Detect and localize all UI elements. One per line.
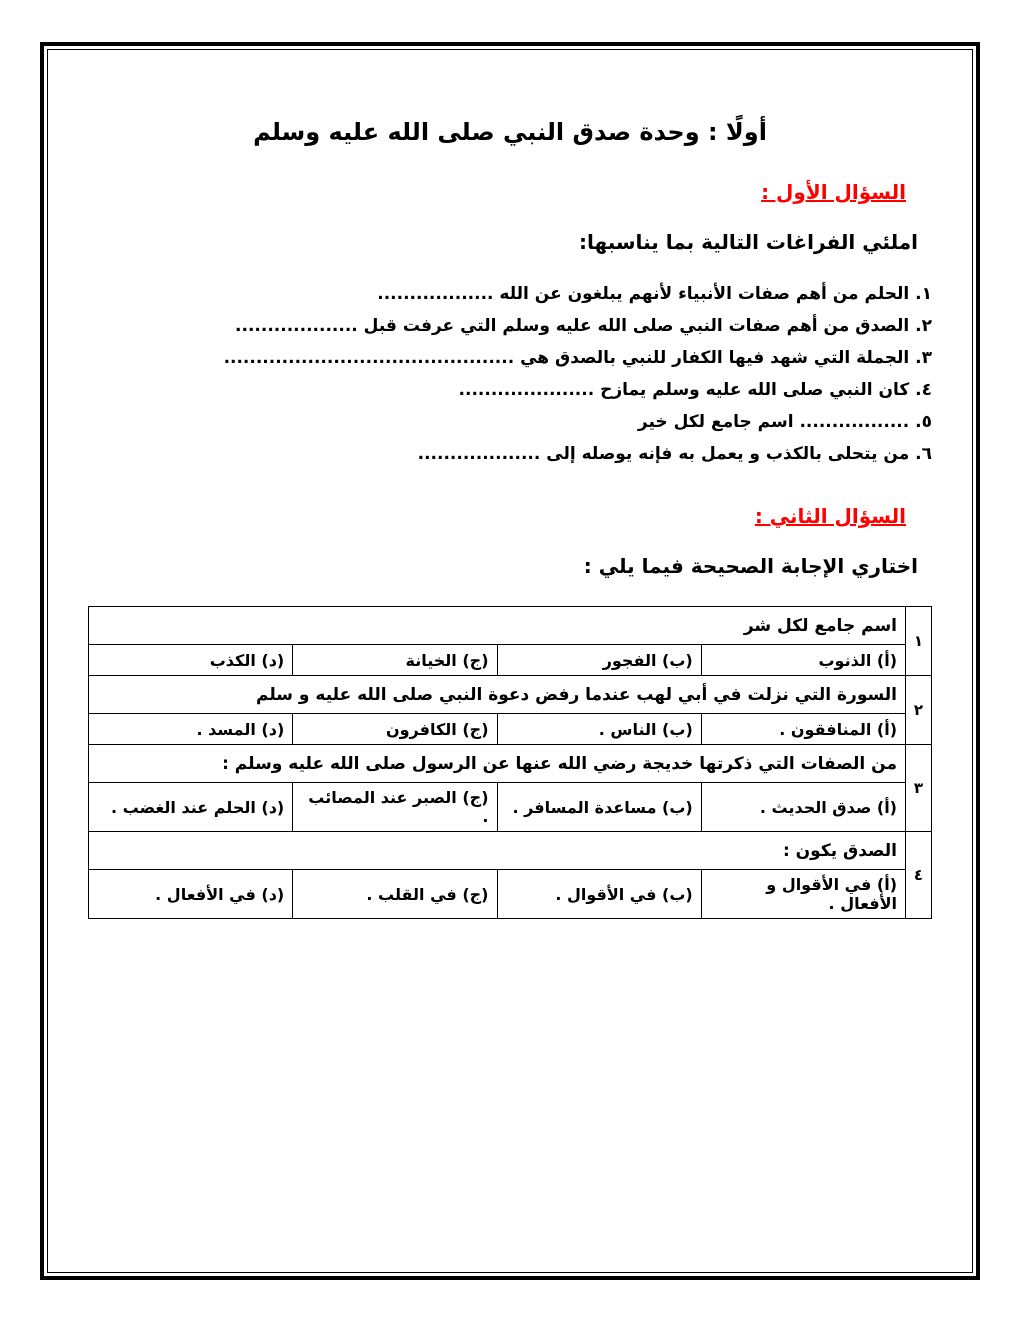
option-b: (ب) الفجور <box>497 645 701 676</box>
page-border-frame <box>40 42 980 1280</box>
option-a: (أ) صدق الحديث . <box>701 783 905 832</box>
option-c: (ج) الخيانة <box>293 645 497 676</box>
question-group-2 <box>89 676 932 745</box>
question-number: ٤ <box>906 832 932 919</box>
mcq-table-wrap <box>88 606 932 919</box>
page-title: أولًا : وحدة صدق النبي صلى الله عليه وسلم <box>253 118 767 146</box>
question-text: اسم جامع لكل شر <box>89 607 906 645</box>
fill-blank-item-2: ٢. الصدق من أهم صفات النبي صلى الله عليه وسلم التي عرفت قبل ................... <box>235 316 932 336</box>
fill-blank-list <box>88 278 932 470</box>
mcq-table <box>88 606 932 919</box>
question-text: من الصفات التي ذكرتها خديجة رضي الله عنها عن الرسول صلى الله عليه وسلم : <box>89 745 906 783</box>
option-d: (د) الحلم عند الغضب . <box>89 783 293 832</box>
question-text: الصدق يكون : <box>89 832 906 870</box>
question-number: ١ <box>906 607 932 676</box>
option-a: (أ) في الأقوال و الأفعال . <box>701 870 905 919</box>
question-group-1 <box>89 607 932 676</box>
question-number: ٢ <box>906 676 932 745</box>
option-c: (ج) الكافرون <box>293 714 497 745</box>
question-number: ٣ <box>906 745 932 832</box>
fill-blank-item-1: ١. الحلم من أهم صفات الأنبياء لأنهم يبلغون عن الله .................. <box>377 284 932 304</box>
section1-instruction: املئي الفراغات التالية بما يناسبها: <box>579 230 918 254</box>
option-d: (د) المسد . <box>89 714 293 745</box>
section2-instruction: اختاري الإجابة الصحيحة فيما يلي : <box>583 554 918 578</box>
question-text: السورة التي نزلت في أبي لهب عندما رفض دعوة النبي صلى الله عليه و سلم <box>89 676 906 714</box>
question-group-3 <box>89 745 932 832</box>
worksheet-page <box>47 49 973 1273</box>
option-b: (ب) الناس . <box>497 714 701 745</box>
fill-blank-item-3: ٣. الجملة التي شهد فيها الكفار للنبي بالصدق هي ............................................. <box>223 348 932 368</box>
question-group-4 <box>89 832 932 919</box>
section1-heading: السؤال الأول : <box>761 180 906 204</box>
fill-blank-item-4: ٤. كان النبي صلى الله عليه وسلم يمازح ..................... <box>458 380 932 400</box>
option-b: (ب) في الأقوال . <box>497 870 701 919</box>
option-a: (أ) الذنوب <box>701 645 905 676</box>
option-d: (د) في الأفعال . <box>89 870 293 919</box>
fill-blank-item-5: ٥. ................. اسم جامع لكل خير <box>637 412 932 432</box>
section2-heading: السؤال الثاني : <box>754 504 906 528</box>
fill-blank-item-6: ٦. من يتحلى بالكذب و يعمل به فإنه يوصله إلى ................... <box>417 444 932 464</box>
option-b: (ب) مساعدة المسافر . <box>497 783 701 832</box>
option-c: (ج) الصبر عند المصائب . <box>293 783 497 832</box>
option-d: (د) الكذب <box>89 645 293 676</box>
option-c: (ج) في القلب . <box>293 870 497 919</box>
option-a: (أ) المنافقون . <box>701 714 905 745</box>
